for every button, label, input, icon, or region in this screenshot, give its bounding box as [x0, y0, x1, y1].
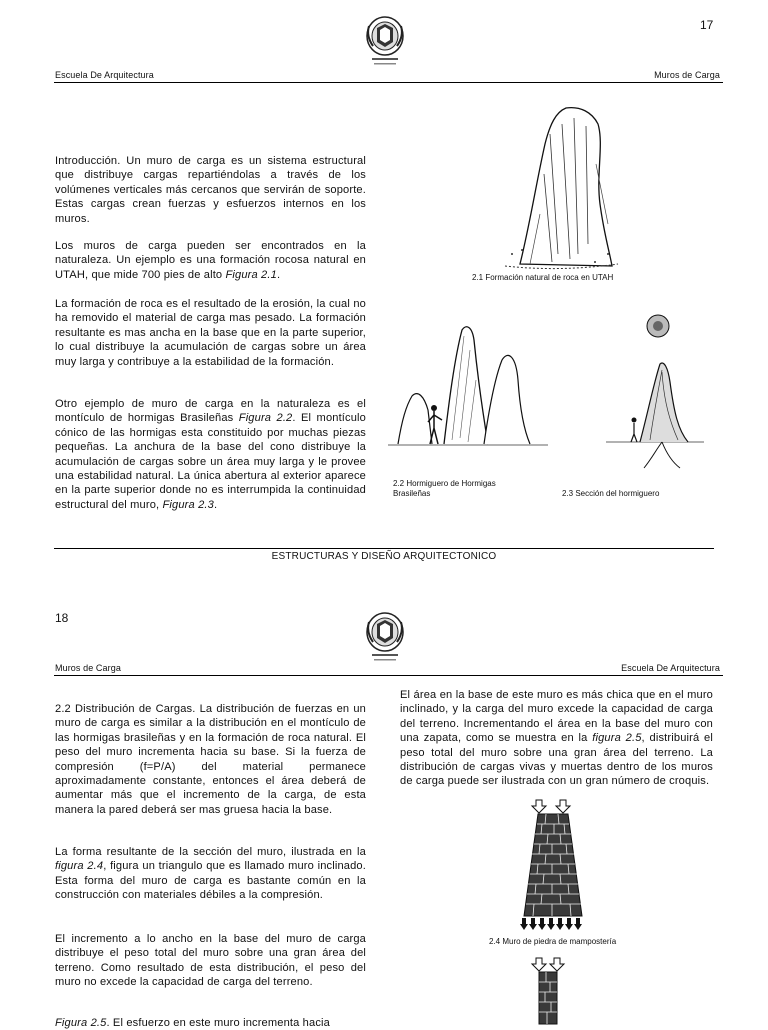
university-seal-logo [364, 610, 406, 668]
header-rule [54, 675, 723, 676]
header-right: Escuela De Arquitectura [621, 663, 720, 673]
paragraph-distribucion: 2.2 Distribución de Cargas. La distribución de fuerzas en un muro de carga es similar a la distribución en el montículo de las hormigas brasileñas y en la formación de roca natural. El peso del muro incrementa hacia su base. Si la fuerza de compresión (f=P/A) del material permanece aproximadamente constante, entonces el área deberá de aumentar más que el incremento de la carga, de esta manera la pared deberá ser mas gruesa hacia la base. [55, 703, 366, 816]
header-right: Muros de Carga [654, 70, 720, 80]
caption-fig-2-1: 2.1 Formación natural de roca en UTAH [472, 273, 614, 282]
caption-fig-2-2: 2.2 Hormiguero de Hormigas Brasileñas [393, 479, 496, 498]
figure-wall-with-footing [530, 958, 570, 1024]
paragraph-forma-resultante: La forma resultante de la sección del muro, ilustrada en la figura 2.4, figura un triangulo que es llamado muro inclinado. Esta forma del muro de carga es bastante común en la construcción con materiales débiles a la compresión. [55, 846, 366, 902]
header-left: Escuela De Arquitectura [55, 70, 154, 80]
page-number: 18 [55, 611, 69, 625]
university-seal-logo [364, 14, 406, 72]
caption-fig-2-3: 2.3 Sección del hormiguero [562, 489, 660, 498]
header-rule [54, 82, 723, 83]
paragraph-erosion: La formación de roca es el resultado de la erosión, la cual no ha removido el material de carga mas pesado. La formación resultante es mas ancha en la base que en la parte superior, lo cual distribuye la acumulación de cargas sobre un área muy larga y contribuye a la estabilidad de la formación. [55, 298, 366, 368]
figure-anthill-section [596, 312, 706, 472]
paragraph-incremento: El incremento a lo ancho en la base del muro de carga distribuye el peso total del muro sobre una gran área del terreno. Como resultado de esta distribución, el peso del muro no excede la capacidad de carga del terreno. [55, 933, 366, 989]
paragraph-introduccion: Introducción. Un muro de carga es un sistema estructural que distribuye cargas repartiéndolas a través de los volúmenes verticales más cercanos que servirán de soporte. Estas cargas crean fuerzas y esfuerzos internos en los muros. [55, 155, 366, 225]
footer-title: ESTRUCTURAS Y DISEÑO ARQUITECTONICO [271, 551, 497, 562]
caption-fig-2-4: 2.4 Muro de piedra de mampostería [489, 937, 617, 946]
paragraph-hormigas: Otro ejemplo de muro de carga en la naturaleza es el montículo de hormigas Brasileñas Figura 2.2. El montículo cónico de las hormigas esta constituido por muchas piezas pequeñas. La anchura de la base del cono distribuye la acumulación de cargas sobre un área muy larga y le provee una estabilidad natural. La única abertura al exterior aparece en la parte superior donde no es interrumpida la continuidad estructural del muro, Figura 2.3. [55, 398, 366, 511]
page-number: 17 [700, 18, 714, 32]
paragraph-area-base: El área en la base de este muro es más chica que en el muro inclinado, y la carga del muro excede la capacidad de carga del terreno. Incrementando el área en la base del muro con una zapata, como se muestra en la figura 2.5, distribuirá el peso total del muro sobre una gran área del terreno. La distribución de cargas vivas y muertas dentro de los muros de carga puede ser ilustrada con un gran número de croquis. [400, 689, 713, 788]
header-left: Muros de Carga [55, 663, 121, 673]
footer-rule [54, 548, 714, 549]
paragraph-figura-2-5: Figura 2.5. El esfuerzo en este muro incrementa hacia [55, 1017, 330, 1029]
figure-masonry-wall [516, 800, 592, 934]
figure-anthill [388, 320, 548, 450]
figure-rock-formation [500, 104, 620, 274]
paragraph-naturaleza: Los muros de carga pueden ser encontrados en la naturaleza. Un ejemplo es una formación rocosa natural en UTAH, que mide 700 pies de alto Figura 2.1. [55, 240, 366, 281]
